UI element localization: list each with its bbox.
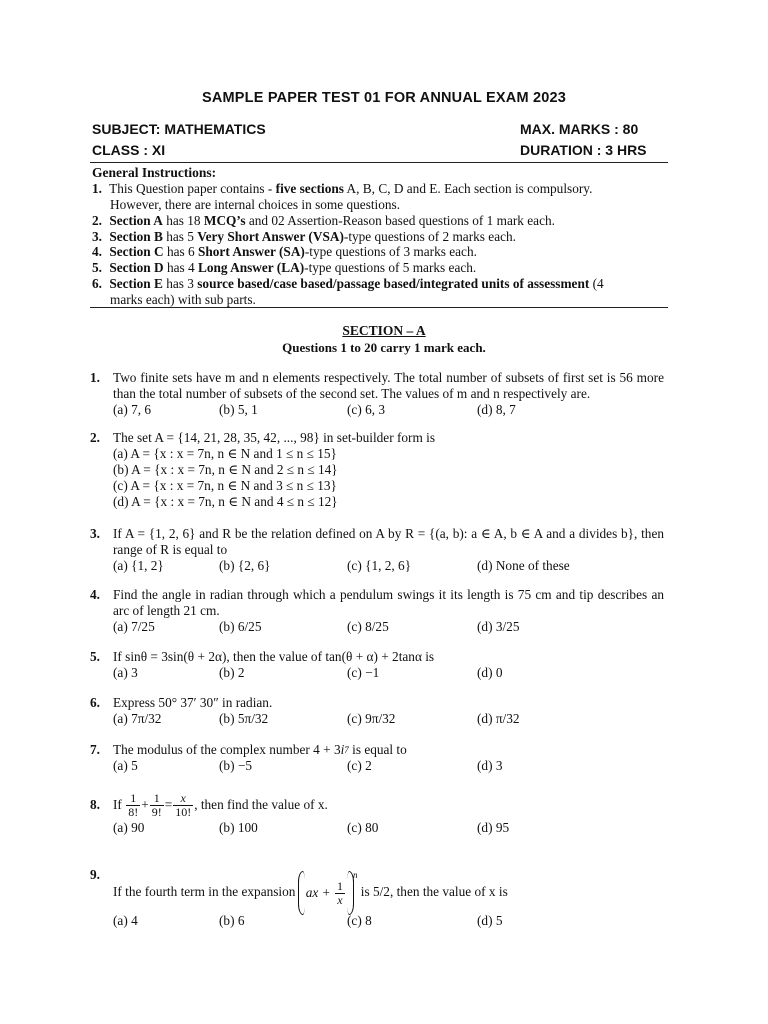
option: (b) 5π/32 xyxy=(219,711,269,726)
option: (d) π/32 xyxy=(477,711,520,726)
option: (a) {1, 2} xyxy=(113,558,164,573)
options-row xyxy=(113,820,664,836)
question-text: Two finite sets have m and n elements respectively. The total number of subsets of first set is 56 more than the total number of subsets of the second set. The values of m and n respectively are. xyxy=(113,370,664,401)
option: (d) 0 xyxy=(477,665,503,680)
option: (a) 3 xyxy=(113,665,138,680)
question-text: Find the angle in radian through which a pendulum swings it its length is 75 cm and tip describes an arc of length 21 cm. xyxy=(113,587,664,618)
option: (b) {2, 6} xyxy=(219,558,271,573)
option: (d) 8, 7 xyxy=(477,402,516,417)
option: (c) −1 xyxy=(347,665,380,680)
meta-row-class xyxy=(92,142,666,158)
section-subtitle: Questions 1 to 20 carry 1 mark each. xyxy=(282,340,486,355)
option: (c) 9π/32 xyxy=(347,711,396,726)
option: (d) 5 xyxy=(477,912,503,928)
section-title: SECTION – A xyxy=(342,323,426,338)
option: (d) 3/25 xyxy=(477,619,520,634)
instruction-item: 6. Section E has 3 source based/case based/passage based/integrated units of assessment (4 marks each) with sub parts. xyxy=(92,276,604,307)
option: (a) 7π/32 xyxy=(113,711,162,726)
question-6: 6. Express 50° 37′ 30″ in radian. (a) 7π/32 (b) 5π/32 (c) 9π/32 (d) π/32 xyxy=(90,695,664,727)
option: (c) {1, 2, 6} xyxy=(347,558,412,573)
option: (c) 8/25 xyxy=(347,619,389,634)
fraction: $\frac{1}{9!}$ xyxy=(151,791,162,820)
question-text: The modulus of the complex number $4 + 3i^7$ is equal to xyxy=(113,742,407,757)
option: (b) A = {x : x = 7n, n ∈ N and 2 ≤ n ≤ 14} xyxy=(113,462,338,477)
option: (d) 3 xyxy=(477,758,503,773)
question-text: Express 50° 37′ 30″ in radian. xyxy=(113,695,273,710)
option: (c) 6, 3 xyxy=(347,402,386,417)
question-3: 3. If A = {1, 2, 6} and R be the relation defined on A by R = {(a, b): a ∈ A, b ∈ A and a divides b}, then range of R is equal to (a) {1, 2} (b) {2, 6} (c) {1, 2, 6} (d) None of these xyxy=(90,526,664,573)
option: (c) 2 xyxy=(347,758,372,773)
question-text: The set A = {14, 21, 28, 35, 42, ..., 98} in set-builder form is xyxy=(113,430,436,445)
subject-label: SUBJECT: MATHEMATICS xyxy=(92,121,266,137)
question-text: If A = {1, 2, 6} and R be the relation defined on A by R = {(a, b): a ∈ A, b ∈ A and a divides b}, then range of R is equal to xyxy=(113,526,664,557)
instruction-item: 4. Section C has 6 Short Answer (SA)-type questions of 3 marks each. xyxy=(92,244,477,259)
max-marks-label: MAX. MARKS : 80 xyxy=(520,121,639,137)
instruction-item: 3. Section B has 5 Very Short Answer (VSA)-type questions of 2 marks each. xyxy=(92,229,516,244)
question-8: 8. If $\frac{1}{8!}$ + $\frac{1}{9!}$ = $\frac{x}{10!}$ , then find the value of x. (a) 90 (b) 100 (c) 80 (d) 95 xyxy=(90,790,664,836)
instructions-title: General Instructions: xyxy=(92,165,217,180)
options-row xyxy=(113,402,664,418)
instruction-item: 2. Section A has 18 MCQ’s and 02 Assertion-Reason based questions of 1 mark each. xyxy=(92,213,555,228)
page-title: SAMPLE PAPER TEST 01 FOR ANNUAL EXAM 2023 xyxy=(201,90,567,106)
fraction: $\frac{x}{10!}$ xyxy=(175,791,192,820)
instruction-item: 5. Section D has 4 Long Answer (LA)-type questions of 5 marks each. xyxy=(92,260,477,275)
meta-row-subject xyxy=(92,121,666,137)
fraction: $\frac{1}{8!}$ xyxy=(128,791,139,820)
question-text: If $\frac{1}{8!}$ + $\frac{1}{9!}$ = $\frac{x}{10!}$ , then find the value of x. xyxy=(113,791,328,820)
question-9: 9. If the fourth term in the expansion ax + $\frac{1}{x}$ $^n$ is 5/2, then the value of x is (a) 4 (b) 6 (c) 8 (d) 5 xyxy=(90,855,664,929)
option: (a) 4 xyxy=(113,912,138,928)
options-row xyxy=(113,619,664,635)
question-text: If the fourth term in the expansion ax + $\frac{1}{x}$ $^n$ is 5/2, then the value of x is xyxy=(113,855,664,913)
options-row xyxy=(113,711,664,727)
option: (c) 8 xyxy=(347,912,372,928)
divider-top xyxy=(90,162,668,163)
option: (b) −5 xyxy=(219,758,252,773)
options-row xyxy=(113,665,664,681)
option: (a) 7, 6 xyxy=(113,402,152,417)
option: (a) A = {x : x = 7n, n ∈ N and 1 ≤ n ≤ 15} xyxy=(113,446,337,461)
question-7: 7. The modulus of the complex number $4 + 3i^7$ is equal to (a) 5 (b) −5 (c) 2 (d) 3 xyxy=(90,742,664,774)
option: (b) 2 xyxy=(219,665,245,680)
question-text: If sinθ = 3sin(θ + 2α), then the value of tan(θ + α) + 2tanα is xyxy=(113,649,435,664)
option: (c) A = {x : x = 7n, n ∈ N and 3 ≤ n ≤ 13} xyxy=(113,478,337,493)
options-row xyxy=(113,758,664,774)
duration-label: DURATION : 3 HRS xyxy=(520,142,647,158)
options-row xyxy=(113,558,664,574)
option: (b) 5, 1 xyxy=(219,402,258,417)
option: (a) 7/25 xyxy=(113,619,155,634)
question-1: 1. Two finite sets have m and n elements respectively. The total number of subsets of first set is 56 more than the total number of subsets of the second set. The values of m and n respectively are. (a) 7, 6 (b) 5, 1 (c) 6, 3 (d) 8, 7 xyxy=(90,370,664,417)
options-row xyxy=(113,913,664,929)
question-5: 5. If sinθ = 3sin(θ + 2α), then the value of tan(θ + α) + 2tanα is (a) 3 (b) 2 (c) −1 (d) 0 xyxy=(90,649,664,681)
class-label: CLASS : XI xyxy=(92,142,166,158)
option: (a) 5 xyxy=(113,758,138,773)
option: (d) A = {x : x = 7n, n ∈ N and 4 ≤ n ≤ 12} xyxy=(113,494,338,509)
binomial-expression: ax + $\frac{1}{x}$ xyxy=(299,873,353,913)
question-2: 2. The set A = {14, 21, 28, 35, 42, ..., 98} in set-builder form is (a) A = {x : x = 7n, n ∈ N and 1 ≤ n ≤ 15} (b) A = {x : x = 7n, n ∈ N and 2 ≤ n ≤ 14} (c) A = {x : x = 7n, n ∈ N and 3 ≤ n ≤ 13} (d) A = {x : x = 7n, n ∈ N and 4 ≤ n ≤ 12} xyxy=(90,430,664,510)
option: (d) None of these xyxy=(477,558,570,573)
option: (b) 6/25 xyxy=(219,619,262,634)
instruction-item: 1. This Question paper contains - five sections A, B, C, D and E. Each section is compulsory. However, there are internal choices in some questions. xyxy=(92,181,593,212)
option: (d) 95 xyxy=(477,820,510,835)
option: (b) 100 xyxy=(219,820,258,835)
fraction: $\frac{1}{x}$ xyxy=(336,879,343,908)
question-4: 4. Find the angle in radian through which a pendulum swings it its length is 75 cm and tip describes an arc of length 21 cm. (a) 7/25 (b) 6/25 (c) 8/25 (d) 3/25 xyxy=(90,587,664,634)
option: (b) 6 xyxy=(219,912,245,928)
option: (a) 90 xyxy=(113,820,145,835)
option: (c) 80 xyxy=(347,820,379,835)
divider-bottom xyxy=(90,307,668,308)
